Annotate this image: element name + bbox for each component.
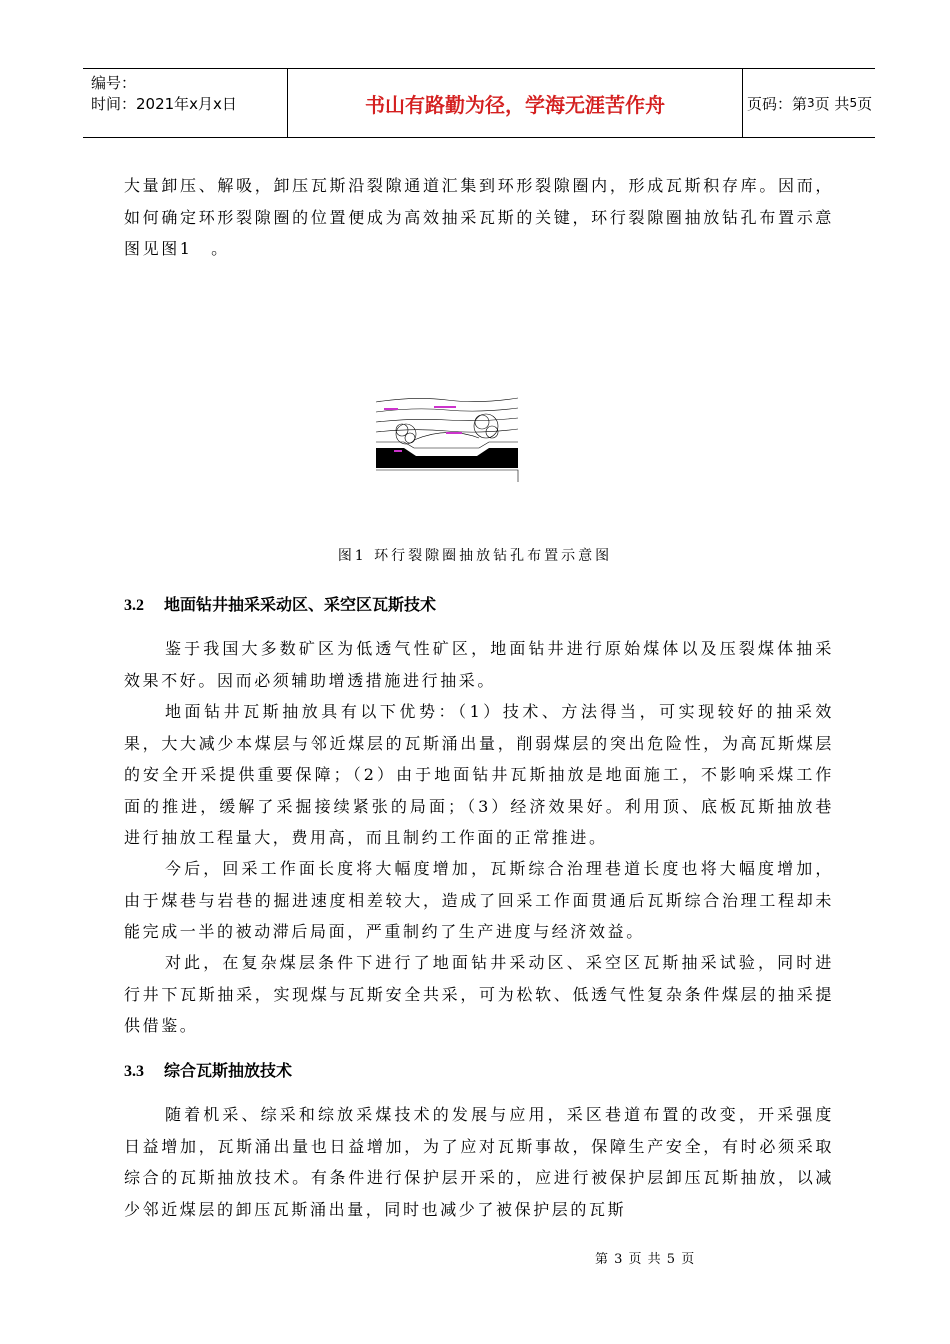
page-header — [83, 68, 875, 138]
page-mid: 页 共 — [814, 94, 850, 113]
code-label: 编号： — [91, 74, 137, 92]
section-3-3-title: 综合瓦斯抽放技术 — [164, 1061, 293, 1080]
paragraph-2: 鉴于我国大多数矿区为低透气性矿区，地面钻井进行原始煤体以及压裂煤体抽采效果不好。因而必须辅助增透措施进行抽采。 — [124, 639, 834, 690]
page-footer: 第 3 页 共 5 页 — [595, 1252, 696, 1267]
header-meta — [91, 73, 287, 115]
page-label: 页码：第 — [747, 94, 808, 113]
paragraph-1: 大量卸压、解吸，卸压瓦斯沿裂隙通道汇集到环形裂隙圈内，形成瓦斯积存库。因而，如何确定环形裂隙圈的位置便成为高效抽采瓦斯的关键，环行裂隙圈抽放钻孔布置示意图见图1 。 — [124, 176, 834, 258]
section-3-3-number: 3.3 — [124, 1063, 144, 1080]
paragraph-3: 地面钻井瓦斯抽放具有以下优势：（1）技术、方法得当，可实现较好的抽采效果，大大减少本煤层与邻近煤层的瓦斯涌出量，削弱煤层的突出危险性，为高瓦斯煤层的安全开采提供重要保障；（2）由于地面钻井瓦斯抽放是地面施工，不影响采煤工作面的推进，缓解了采掘接续紧张的局面；（3）经济效果好。利用顶、底板瓦斯抽放巷进行抽放工程量大，费用高，而且制约工作面的正常推进。 — [124, 702, 834, 847]
page-num: 3 — [807, 96, 815, 110]
section-3-2-heading — [124, 592, 436, 615]
page-total: 5 — [849, 96, 858, 110]
section-3-2-number: 3.2 — [124, 597, 144, 614]
time-label: 时间：2021年x月x日 — [91, 95, 237, 113]
figure-labels — [384, 406, 462, 452]
paragraph-5: 对此，在复杂煤层条件下进行了地面钻井采动区、采空区瓦斯抽采试验，同时进行井下瓦斯抽采，实现煤与瓦斯安全共采，可为松软、低透气性复杂条件煤层的抽采提供借鉴。 — [124, 953, 834, 1035]
header-motto: 书山有路勤为径，学海无涯苦作舟 — [287, 69, 743, 137]
page-end: 页 — [857, 94, 873, 113]
section-3-2-title: 地面钻井抽采采动区、采空区瓦斯技术 — [164, 595, 437, 614]
figure-caption: 图1 环行裂隙圈抽放钻孔布置示意图 — [337, 548, 613, 564]
paragraph-6: 随着机采、综采和综放采煤技术的发展与应用，采区巷道布置的改变，开采强度日益增加，瓦斯涌出量也日益增加，为了应对瓦斯事故，保障生产安全，有时必须采取综合的瓦斯抽放技术。有条件进行保护层开采的，应进行被保护层卸压瓦斯抽放，以减少邻近煤层的卸压瓦斯涌出量，同时也减少了被保护层的瓦斯 — [124, 1105, 834, 1219]
section-3-3-heading — [124, 1058, 292, 1081]
figure-drilling-diagram — [374, 392, 520, 482]
paragraph-4: 今后，回采工作面长度将大幅度增加，瓦斯综合治理巷道长度也将大幅度增加，由于煤巷与岩巷的掘进速度相差较大，造成了回采工作面贯通后瓦斯综合治理工程却未能完成一半的被动滞后局面，严重制约了生产进度与经济效益。 — [124, 859, 834, 941]
header-page-info — [747, 69, 875, 137]
